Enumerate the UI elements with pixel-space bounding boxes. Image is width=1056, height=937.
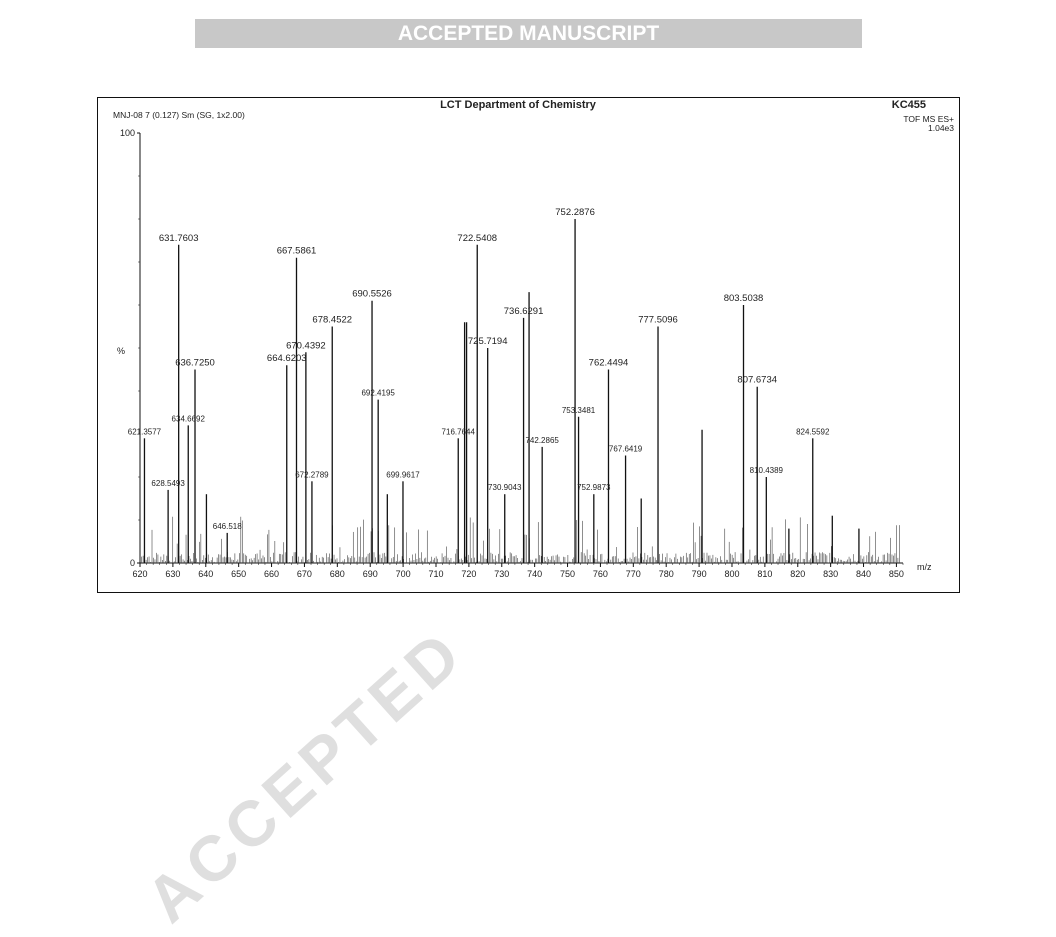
peak-label-20: 725.7194 (467, 336, 508, 347)
x-tick-label-660: 660 (264, 569, 280, 579)
x-tick-label-800: 800 (724, 569, 740, 579)
x-tick-label-620: 620 (132, 569, 148, 579)
x-tick-label-740: 740 (527, 569, 543, 579)
x-tick-label-840: 840 (856, 569, 872, 579)
peak-label-33: 803.5038 (723, 293, 764, 304)
accepted-manuscript-banner: ACCEPTED MANUSCRIPT (195, 19, 862, 48)
x-tick-label-790: 790 (691, 569, 707, 579)
peak-label-34: 807.6734 (737, 374, 778, 386)
peak-label-22: 736.6291 (503, 305, 544, 317)
x-tick-label-770: 770 (625, 569, 641, 579)
x-tick-label-650: 650 (231, 569, 247, 579)
mass-spectrum-chart (97, 97, 960, 593)
peak-label-28: 762.4494 (588, 357, 629, 369)
x-tick-label-630: 630 (165, 569, 181, 579)
peak-label-37: 824.5592 (796, 427, 830, 437)
peak-label-6: 646.518 (212, 521, 242, 531)
y-tick-label-0: 0 (129, 558, 135, 568)
peak-label-7: 664.6203 (266, 353, 307, 365)
ms-mode: TOF MS ES+ (903, 114, 954, 124)
peak-label-13: 692.4195 (361, 388, 395, 398)
scan-info: MNJ-08 7 (0.127) Sm (SG, 1x2.00) (113, 110, 245, 120)
peak-label-1: 628.5493 (151, 478, 185, 488)
peak-label-9: 670.4392 (286, 340, 326, 352)
x-tick-label-830: 830 (823, 569, 839, 579)
peak-label-15: 699.9617 (386, 470, 420, 480)
peak-label-25: 752.2876 (555, 207, 595, 218)
x-tick-label-760: 760 (592, 569, 608, 579)
peak-label-8: 667.5861 (276, 245, 317, 257)
peak-label-21: 730.9043 (488, 483, 522, 493)
x-tick-label-810: 810 (757, 569, 773, 579)
sample-id: KC455 (891, 99, 926, 111)
peak-label-24: 742.2865 (525, 435, 559, 445)
peak-label-2: 631.7603 (158, 232, 199, 244)
spectrum-title: LCT Department of Chemistry (440, 99, 596, 111)
peak-label-29: 767.6419 (608, 444, 643, 454)
x-tick-label-710: 710 (428, 569, 444, 579)
peak-label-11: 678.4522 (312, 314, 353, 326)
y-axis-percent-label: % (117, 346, 126, 356)
peak-label-19: 722.5408 (457, 232, 498, 244)
peak-label-16: 716.7644 (441, 427, 475, 437)
accepted-watermark: ACCEPTED (132, 614, 478, 937)
x-tick-label-820: 820 (790, 569, 806, 579)
peak-label-4: 636.7250 (175, 357, 215, 369)
x-tick-label-730: 730 (494, 569, 510, 579)
y-tick-label-100: 100 (119, 128, 135, 138)
peak-label-26: 753.3481 (561, 405, 596, 415)
peak-label-3: 634.6692 (171, 414, 205, 424)
peak-label-12: 690.5526 (352, 288, 392, 300)
peak-label-10: 672.2789 (295, 470, 329, 480)
x-tick-label-640: 640 (198, 569, 214, 579)
x-tick-label-720: 720 (461, 569, 477, 579)
x-tick-label-670: 670 (296, 569, 312, 579)
intensity-max: 1.04e3 (928, 123, 954, 133)
peak-label-35: 810.4389 (749, 466, 784, 475)
x-tick-label-680: 680 (329, 569, 345, 579)
x-tick-label-850: 850 (888, 569, 904, 579)
x-tick-label-690: 690 (362, 569, 378, 579)
peak-label-27: 752.9873 (577, 483, 611, 493)
x-tick-label-700: 700 (395, 569, 411, 579)
x-axis-label: m/z (917, 562, 932, 572)
x-tick-label-750: 750 (560, 569, 576, 579)
peak-label-0: 621.3577 (127, 427, 162, 437)
x-tick-label-780: 780 (658, 569, 674, 579)
peak-label-31: 777.5096 (638, 314, 678, 326)
